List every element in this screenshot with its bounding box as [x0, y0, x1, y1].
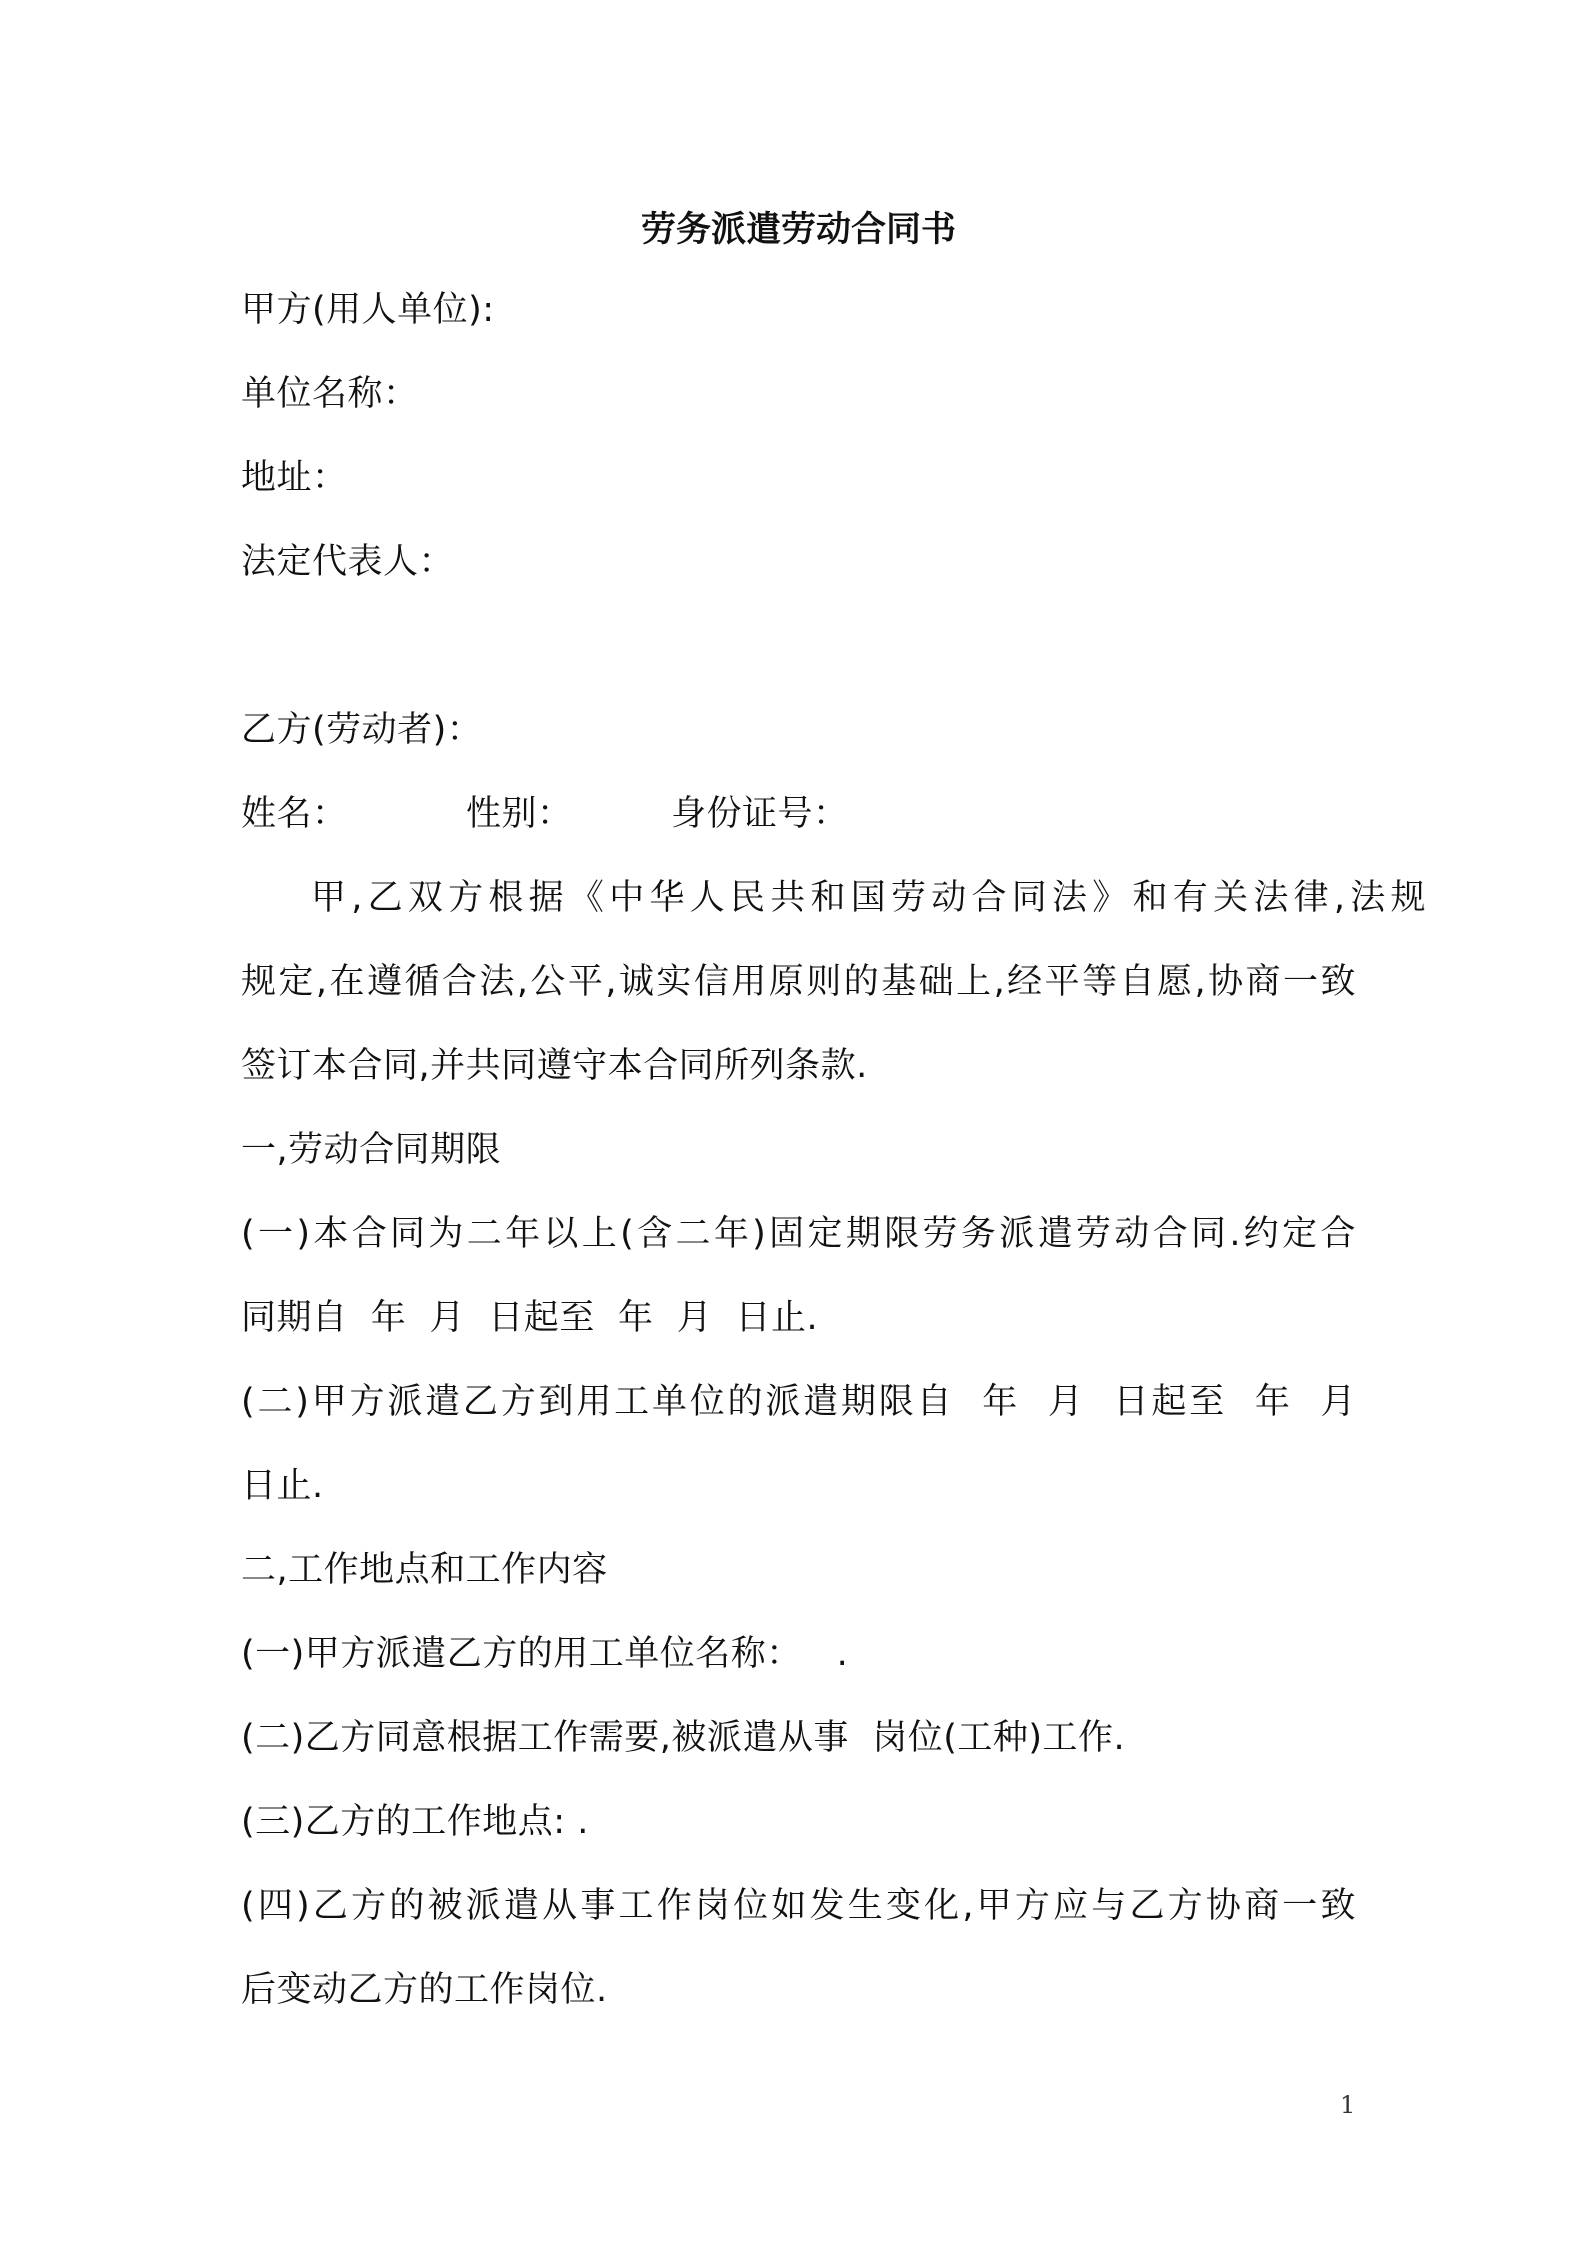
party-b-gender: 性别：: [466, 794, 573, 834]
page-number: 1: [1340, 2091, 1356, 2119]
section-2-item-1: (一)甲方派遣乙方的用工单位名称： .: [241, 1634, 849, 1674]
party-b-fields-row: [241, 789, 1356, 839]
section-2-heading: 二,工作地点和工作内容: [241, 1550, 608, 1590]
section-2-item-4-line-1: (四)乙方的被派遣从事工作岗位如发生变化,甲方应与乙方协商一致: [241, 1886, 1356, 1926]
party-a-heading: 甲方(用人单位):: [241, 290, 495, 330]
section-2-item-4-line-2: 后变动乙方的工作岗位.: [241, 1970, 608, 2010]
document-title: 劳务派遣劳动合同书: [640, 210, 956, 250]
party-b-heading: 乙方(劳动者)：: [241, 710, 483, 750]
preamble-line-1: 甲,乙双方根据《中华人民共和国劳动合同法》和有关法律,法规: [311, 878, 1426, 918]
section-1-item-2-line-1: (二)甲方派遣乙方到用工单位的派遣期限自 年 月 日起至 年 月: [241, 1382, 1356, 1422]
preamble-line-3: 签订本合同,并共同遵守本合同所列条款.: [241, 1046, 868, 1086]
section-2-item-3: (三)乙方的工作地点: .: [241, 1802, 589, 1842]
party-a-unit-name: 单位名称：: [241, 374, 419, 414]
party-b-id-number: 身份证号：: [671, 794, 849, 834]
preamble-line-2: 规定,在遵循合法,公平,诚实信用原则的基础上,经平等自愿,协商一致: [241, 962, 1356, 1002]
section-2-item-2: (二)乙方同意根据工作需要,被派遣从事 岗位(工种)工作.: [241, 1718, 1126, 1758]
party-b-name: 姓名：: [241, 794, 348, 834]
section-1-heading: 一,劳动合同期限: [241, 1130, 502, 1170]
party-a-address: 地址：: [241, 458, 348, 498]
section-1-item-1-line-1: (一)本合同为二年以上(含二年)固定期限劳务派遣劳动合同.约定合: [241, 1214, 1356, 1254]
party-a-legal-rep: 法定代表人：: [241, 542, 455, 582]
section-1-item-1-line-2: 同期自 年 月 日起至 年 月 日止.: [241, 1298, 819, 1338]
section-1-item-2-line-2: 日止.: [241, 1466, 324, 1506]
